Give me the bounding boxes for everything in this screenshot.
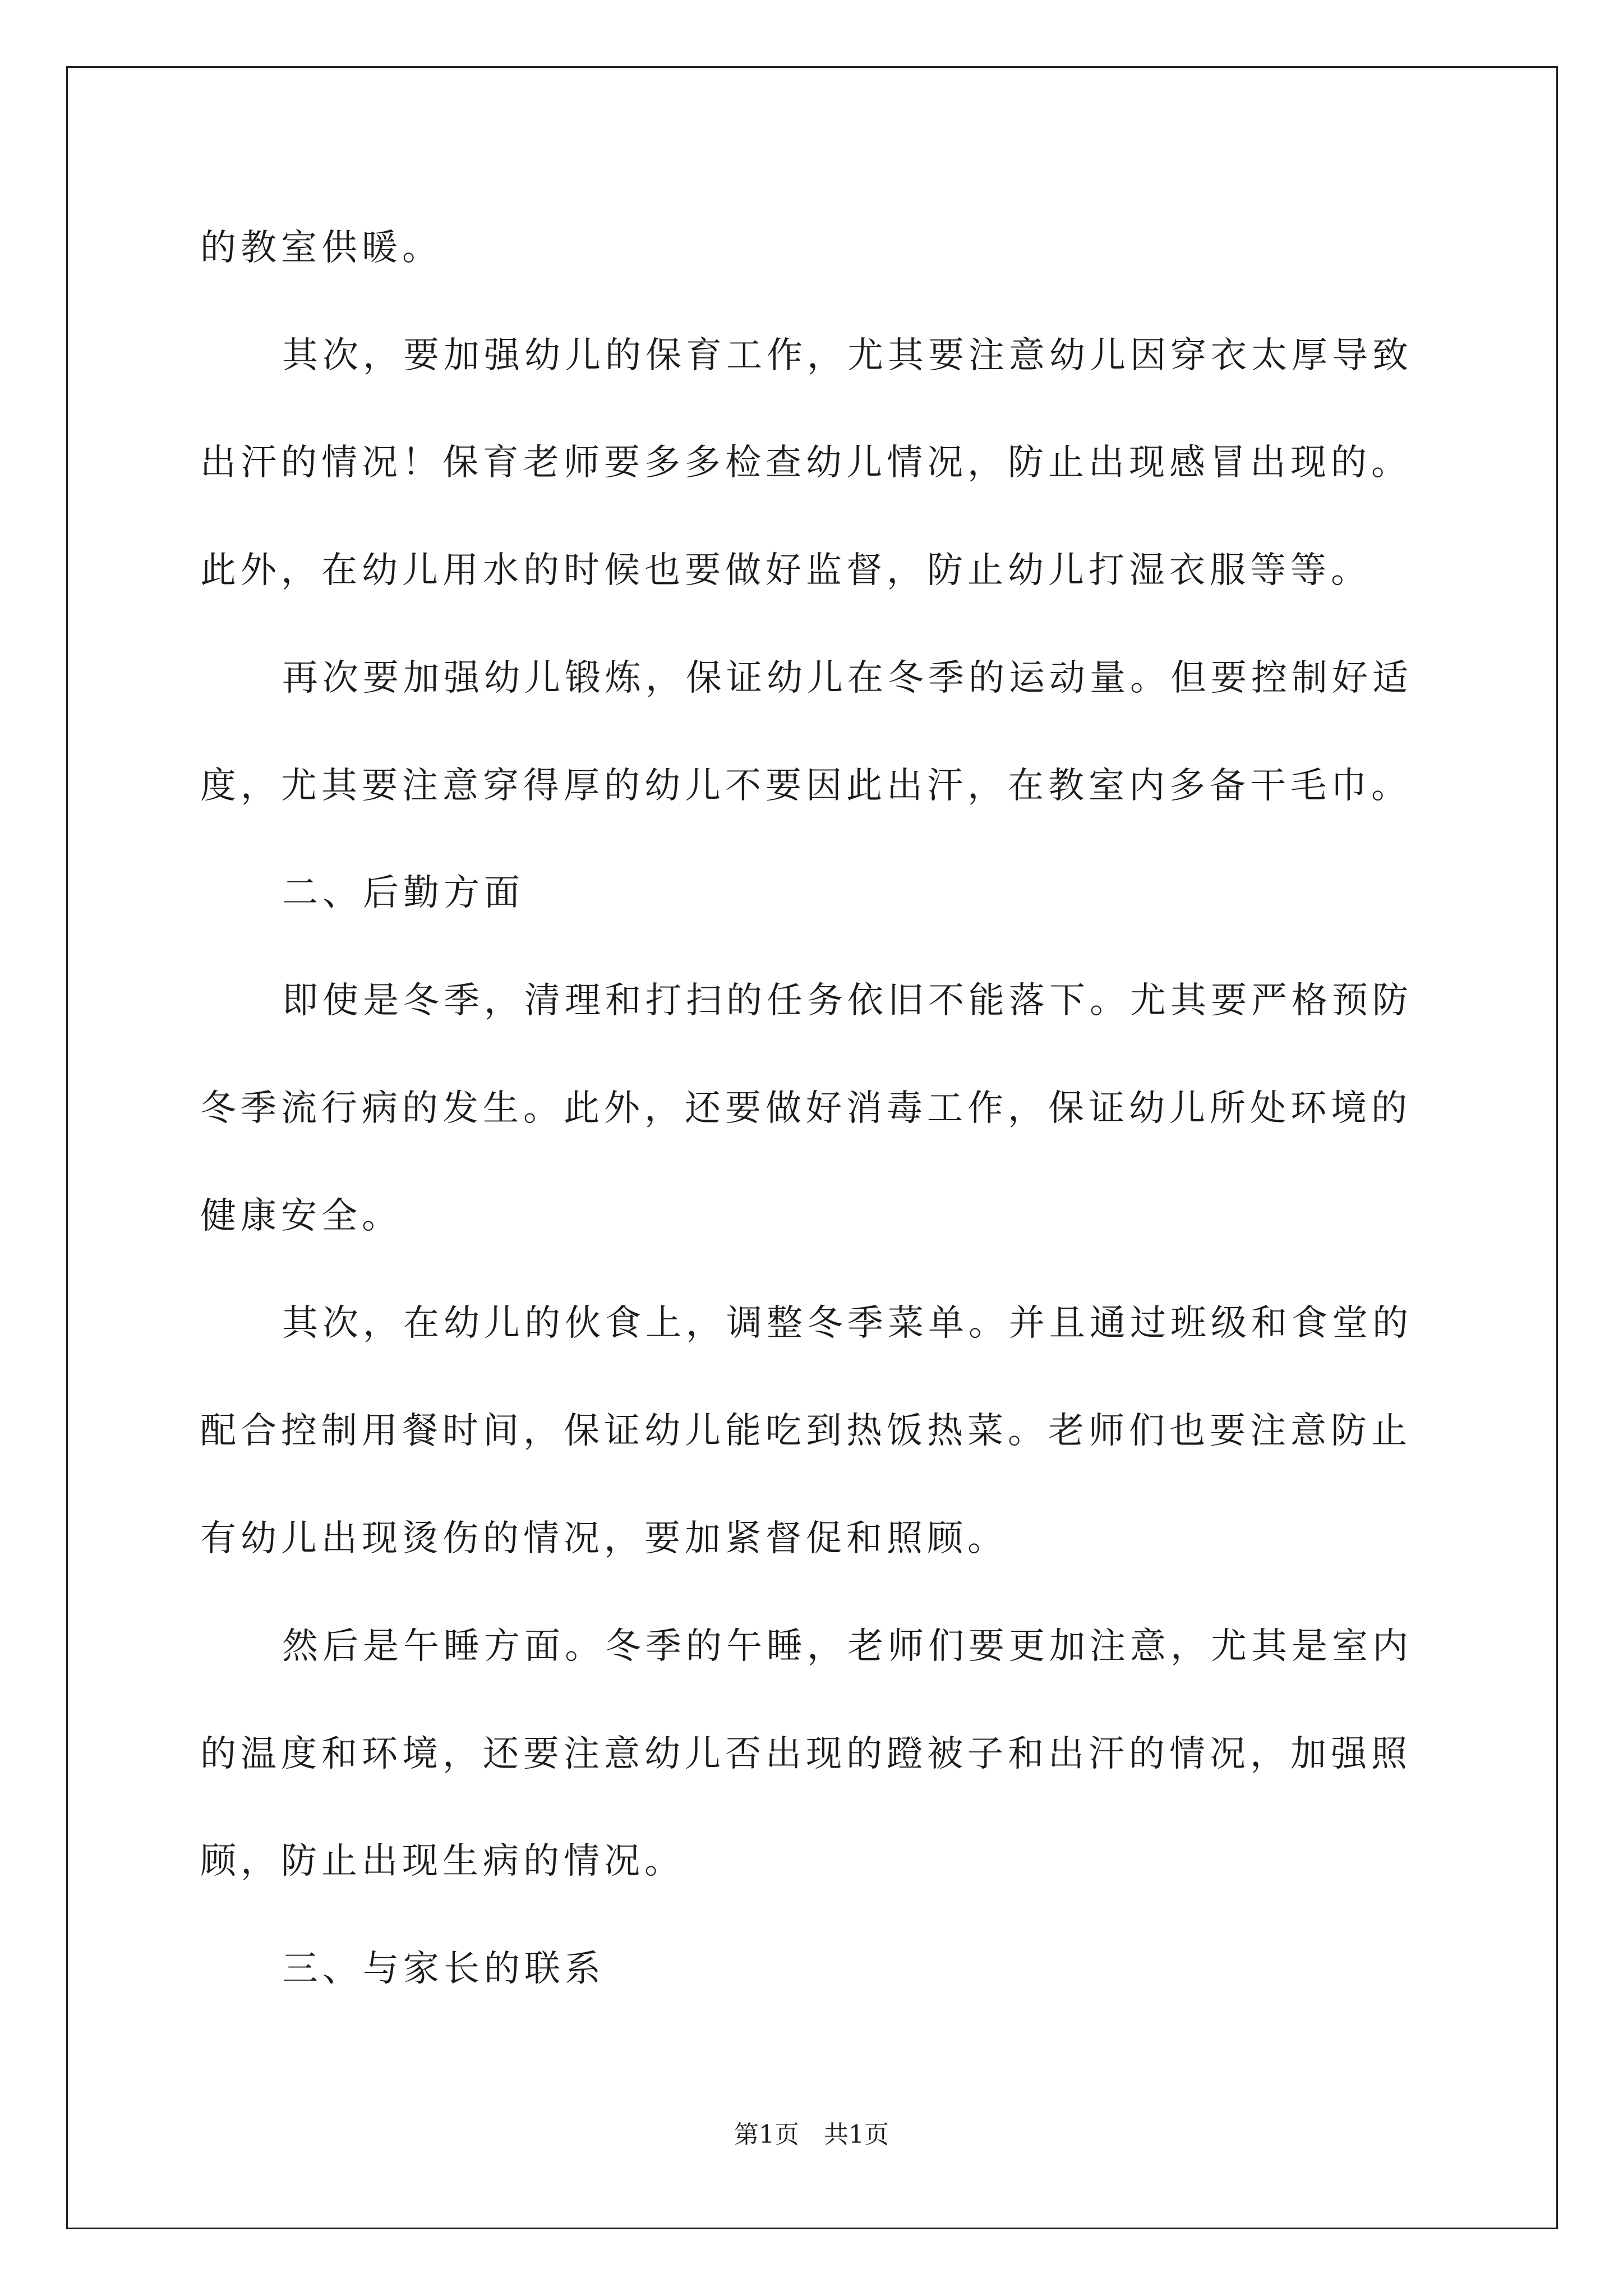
page-number: 第1页 共1页 — [734, 2120, 889, 2149]
body-line: 有幼儿出现烫伤的情况，要加紧督促和照顾。 — [200, 1518, 1008, 1559]
body-line: 出汗的情况！保育老师要多多检查幼儿情况，防止出现感冒出现的。 — [200, 442, 1412, 484]
section-heading: 二、后勤方面 — [282, 872, 524, 914]
body-line: 其次，在幼儿的伙食上，调整冬季菜单。并且通过班级和食堂的 — [282, 1303, 1413, 1344]
body-line: 顾，防止出现生病的情况。 — [200, 1841, 685, 1882]
body-line: 然后是午睡方面。冬季的午睡，老师们要更加注意，尤其是室内 — [282, 1626, 1413, 1667]
body-line: 冬季流行病的发生。此外，还要做好消毒工作，保证幼儿所处环境的 — [200, 1088, 1412, 1129]
body-line: 度，尤其要注意穿得厚的幼儿不要因此出汗，在教室内多备干毛巾。 — [200, 765, 1412, 807]
body-line: 其次，要加强幼儿的保育工作，尤其要注意幼儿因穿衣太厚导致 — [282, 335, 1413, 376]
body-line: 即使是冬季，清理和打扫的任务依旧不能落下。尤其要严格预防 — [282, 980, 1413, 1022]
body-line: 配合控制用餐时间，保证幼儿能吃到热饭热菜。老师们也要注意防止 — [200, 1410, 1412, 1452]
section-heading: 三、与家长的联系 — [282, 1948, 605, 1990]
body-line: 健康安全。 — [200, 1195, 402, 1237]
page-border — [66, 66, 1558, 2229]
body-line: 的温度和环境，还要注意幼儿否出现的蹬被子和出汗的情况，加强照 — [200, 1733, 1412, 1775]
body-line: 此外，在幼儿用水的时候也要做好监督，防止幼儿打湿衣服等等。 — [200, 550, 1371, 591]
body-line: 的教室供暖。 — [200, 227, 442, 269]
body-line: 再次要加强幼儿锻炼，保证幼儿在冬季的运动量。但要控制好适 — [282, 657, 1413, 699]
